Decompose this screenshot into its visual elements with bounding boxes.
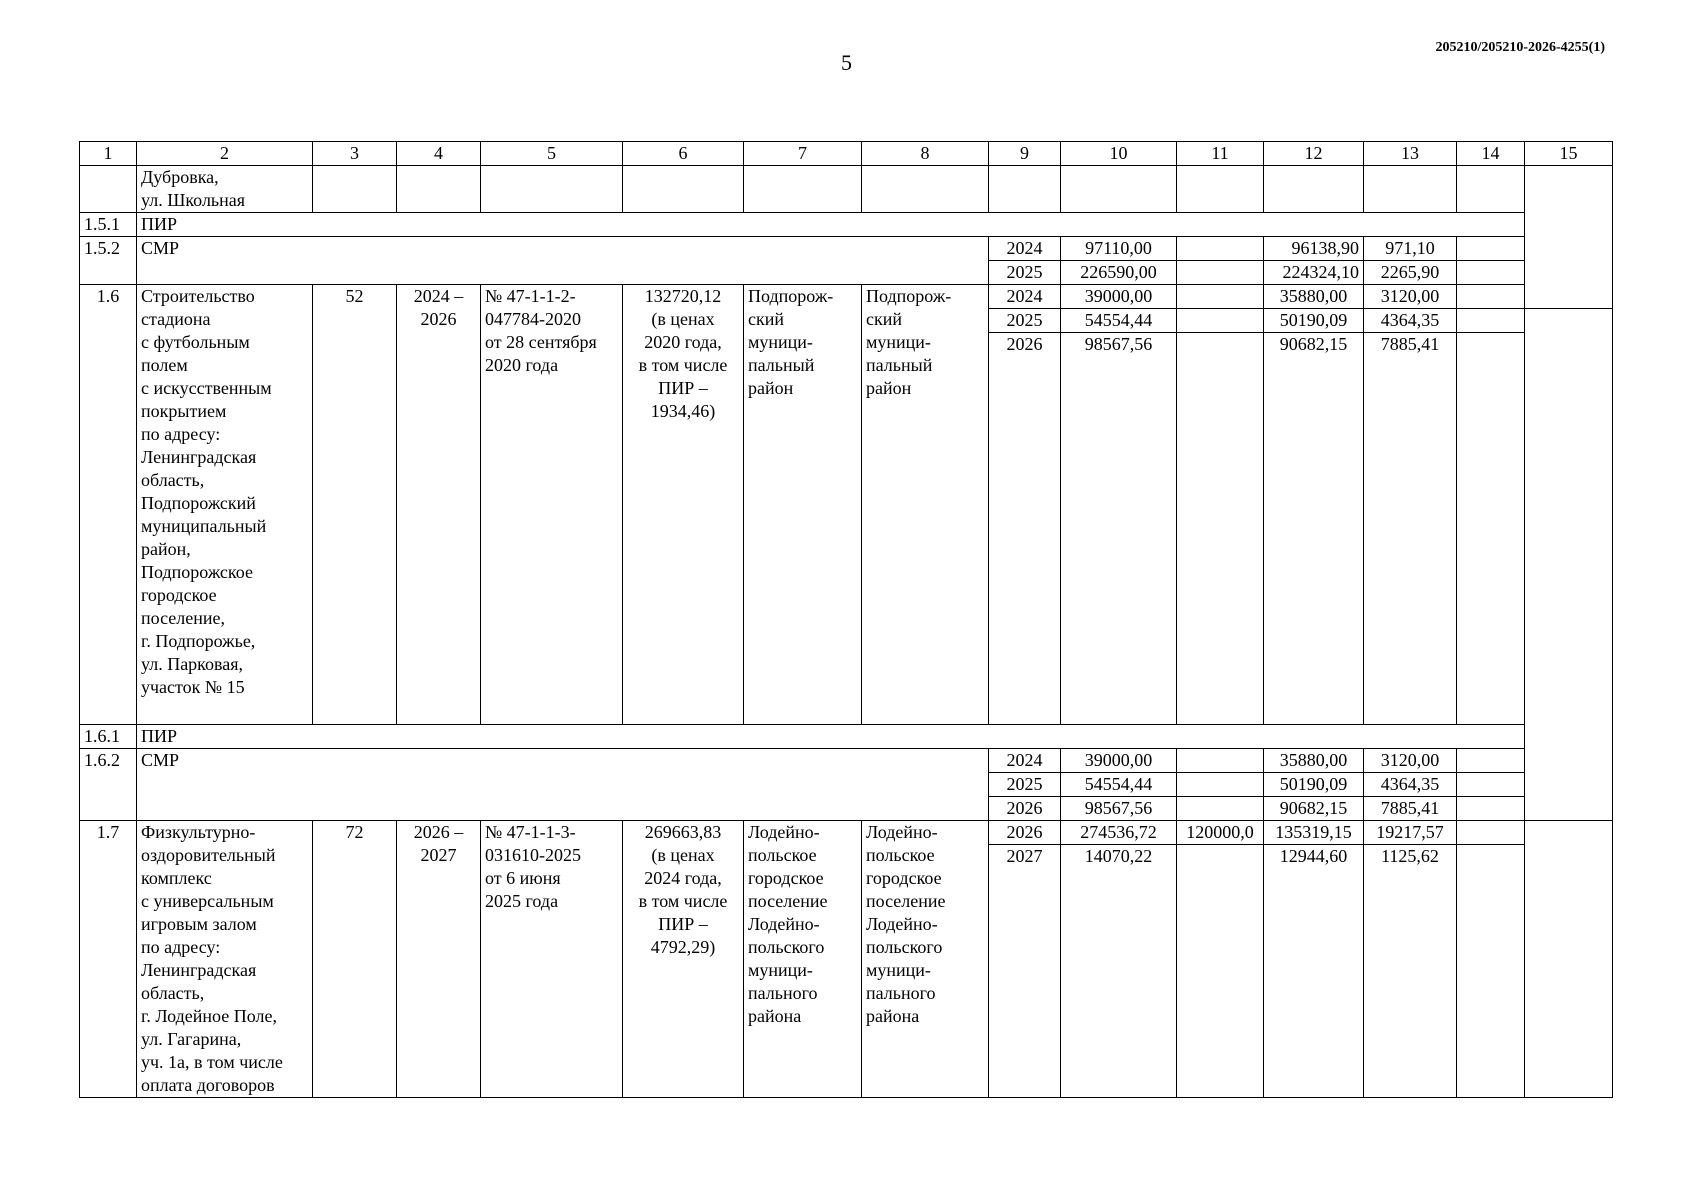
cell-empty: [744, 166, 862, 213]
amount-cell: 2265,90: [1364, 261, 1457, 285]
amount-cell: [1177, 749, 1264, 773]
year-cell: 2025: [989, 261, 1061, 285]
cell-empty: [397, 166, 481, 213]
col-header: 2: [137, 142, 313, 166]
col-header: 13: [1364, 142, 1457, 166]
amount-cell: 7885,41: [1364, 333, 1457, 725]
amount-cell: 7885,41: [1364, 797, 1457, 821]
year-cell: 2025: [989, 309, 1061, 333]
row-number: 1.7: [80, 821, 137, 1098]
cell-empty: [1364, 166, 1457, 213]
amount-cell: 90682,15: [1264, 797, 1364, 821]
cell-empty: [1177, 166, 1264, 213]
amount-cell: 3120,00: [1364, 285, 1457, 309]
amount-cell: 96138,90: [1264, 237, 1364, 261]
cell-empty: [623, 166, 744, 213]
amount-cell: 4364,35: [1364, 773, 1457, 797]
amount-cell: 54554,44: [1061, 773, 1177, 797]
amount-cell: [1177, 237, 1264, 261]
amount-cell: [1525, 821, 1613, 1098]
col-header: 8: [862, 142, 989, 166]
amount-cell: 120000,0: [1177, 821, 1264, 845]
amount-cell: [1457, 261, 1525, 285]
row-label: СМР: [137, 749, 989, 821]
cell-empty: [1264, 166, 1364, 213]
amount-cell: [1457, 773, 1525, 797]
col-header: 1: [80, 142, 137, 166]
object-name: Строительство стадиона с футбольным полем с искусственным покрытием по адресу: Ленинградская область, Подпорожский муниципальный район, Подпорожское городское поселение, г. Подпорожье, ул. Парковая, участок № 15: [137, 285, 313, 725]
recipient-cell: Подпорож- ский муници- пальный район: [862, 285, 989, 725]
amount-cell: 50190,09: [1264, 773, 1364, 797]
amount-cell: 224324,10: [1264, 261, 1364, 285]
year-cell: 2026: [989, 333, 1061, 725]
col-header: 3: [313, 142, 397, 166]
col-header: 4: [397, 142, 481, 166]
amount-cell: 1125,62: [1364, 845, 1457, 1098]
year-cell: 2025: [989, 773, 1061, 797]
investment-table: [79, 141, 1613, 1098]
col-header: 9: [989, 142, 1061, 166]
amount-cell: [1457, 237, 1525, 261]
amount-cell: 4364,35: [1364, 309, 1457, 333]
row-label: ПИР: [137, 725, 1525, 749]
col-header: 15: [1525, 142, 1613, 166]
object-name: Физкультурно- оздоровительный комплекс с универсальным игровым залом по адресу: Ленинградская область, г. Лодейное Поле, ул. Гагарина, уч. 1а, в том числе оплата договоров: [137, 821, 313, 1098]
amount-cell: 35880,00: [1264, 749, 1364, 773]
row-label: СМР: [137, 237, 989, 285]
amount-cell: 226590,00: [1061, 261, 1177, 285]
amount-cell: 14070,22: [1061, 845, 1177, 1098]
amount-cell: [1457, 309, 1525, 333]
expertise-doc-cell: № 47-1-1-3- 031610-2025 от 6 июня 2025 года: [481, 821, 623, 1098]
table-row: [80, 821, 1613, 845]
col-header: 11: [1177, 142, 1264, 166]
amount-cell: 90682,15: [1264, 333, 1364, 725]
recipient-cell: Лодейно- польское городское поселение Лодейно- польского муници- пального района: [862, 821, 989, 1098]
col-header: 14: [1457, 142, 1525, 166]
amount-cell: 39000,00: [1061, 749, 1177, 773]
object-name-continued: Дубровка, ул. Школьная: [137, 166, 313, 213]
amount-cell: 12944,60: [1264, 845, 1364, 1098]
amount-cell: 971,10: [1364, 237, 1457, 261]
cell-empty: [80, 166, 137, 213]
row-number: 1.6: [80, 285, 137, 725]
amount-cell: 3120,00: [1364, 749, 1457, 773]
table-row: [80, 749, 1613, 773]
amount-cell: [1177, 261, 1264, 285]
expertise-doc-cell: № 47-1-1-2- 047784-2020 от 28 сентября 2020 года: [481, 285, 623, 725]
year-cell: 2027: [989, 845, 1061, 1098]
table-row: [80, 285, 1613, 309]
amount-cell: [1457, 797, 1525, 821]
cell-empty: [862, 166, 989, 213]
amount-cell: [1177, 285, 1264, 309]
amount-cell: [1177, 773, 1264, 797]
amount-cell: [1177, 797, 1264, 821]
col-header: 12: [1264, 142, 1364, 166]
row-number: 1.5.1: [80, 213, 137, 237]
customer-cell: Подпорож- ский муници- пальный район: [744, 285, 862, 725]
amount-cell: [1457, 821, 1525, 845]
cell-empty: [989, 166, 1061, 213]
year-cell: 2024: [989, 237, 1061, 261]
row-number: 1.6.2: [80, 749, 137, 821]
amount-cell: [1177, 845, 1264, 1098]
row-number: 1.6.1: [80, 725, 137, 749]
row-label: ПИР: [137, 213, 1525, 237]
col-header: 6: [623, 142, 744, 166]
table-row: [80, 725, 1613, 749]
cell-empty: [481, 166, 623, 213]
year-cell: 2024: [989, 749, 1061, 773]
column-number-row: [80, 142, 1613, 166]
cell-empty: [1525, 166, 1613, 309]
estimated-cost-cell: 269663,83 (в ценах 2024 года, в том числе ПИР – 4792,29): [623, 821, 744, 1098]
capacity-cell: 72: [313, 821, 397, 1098]
period-cell: 2024 – 2026: [397, 285, 481, 725]
row-number: 1.5.2: [80, 237, 137, 285]
year-cell: 2026: [989, 797, 1061, 821]
amount-cell: [1177, 309, 1264, 333]
table-row: [80, 237, 1613, 261]
year-cell: 2024: [989, 285, 1061, 309]
amount-cell: 98567,56: [1061, 797, 1177, 821]
col-header: 5: [481, 142, 623, 166]
amount-cell: 97110,00: [1061, 237, 1177, 261]
amount-cell: 39000,00: [1061, 285, 1177, 309]
document-code: 205210/205210-2026-4255(1): [1435, 40, 1605, 55]
capacity-cell: 52: [313, 285, 397, 725]
col-header: 7: [744, 142, 862, 166]
amount-cell: [1457, 285, 1525, 309]
table-row: [80, 213, 1613, 237]
amount-cell: 274536,72: [1061, 821, 1177, 845]
amount-cell: 135319,15: [1264, 821, 1364, 845]
page-number: 5: [841, 50, 852, 75]
table-row: [80, 166, 1613, 213]
amount-cell: 50190,09: [1264, 309, 1364, 333]
amount-cell: 35880,00: [1264, 285, 1364, 309]
cell-empty: [1457, 166, 1525, 213]
amount-cell: [1457, 333, 1525, 725]
cell-empty: [313, 166, 397, 213]
amount-cell: 19217,57: [1364, 821, 1457, 845]
period-cell: 2026 – 2027: [397, 821, 481, 1098]
amount-cell: 54554,44: [1061, 309, 1177, 333]
amount-cell: [1457, 845, 1525, 1098]
amount-cell: [1177, 333, 1264, 725]
customer-cell: Лодейно- польское городское поселение Лодейно- польского муници- пального района: [744, 821, 862, 1098]
estimated-cost-cell: 132720,12 (в ценах 2020 года, в том числе ПИР – 1934,46): [623, 285, 744, 725]
amount-cell: 98567,56: [1061, 333, 1177, 725]
amount-cell: [1457, 749, 1525, 773]
col-header: 10: [1061, 142, 1177, 166]
cell-empty: [1061, 166, 1177, 213]
year-cell: 2026: [989, 821, 1061, 845]
